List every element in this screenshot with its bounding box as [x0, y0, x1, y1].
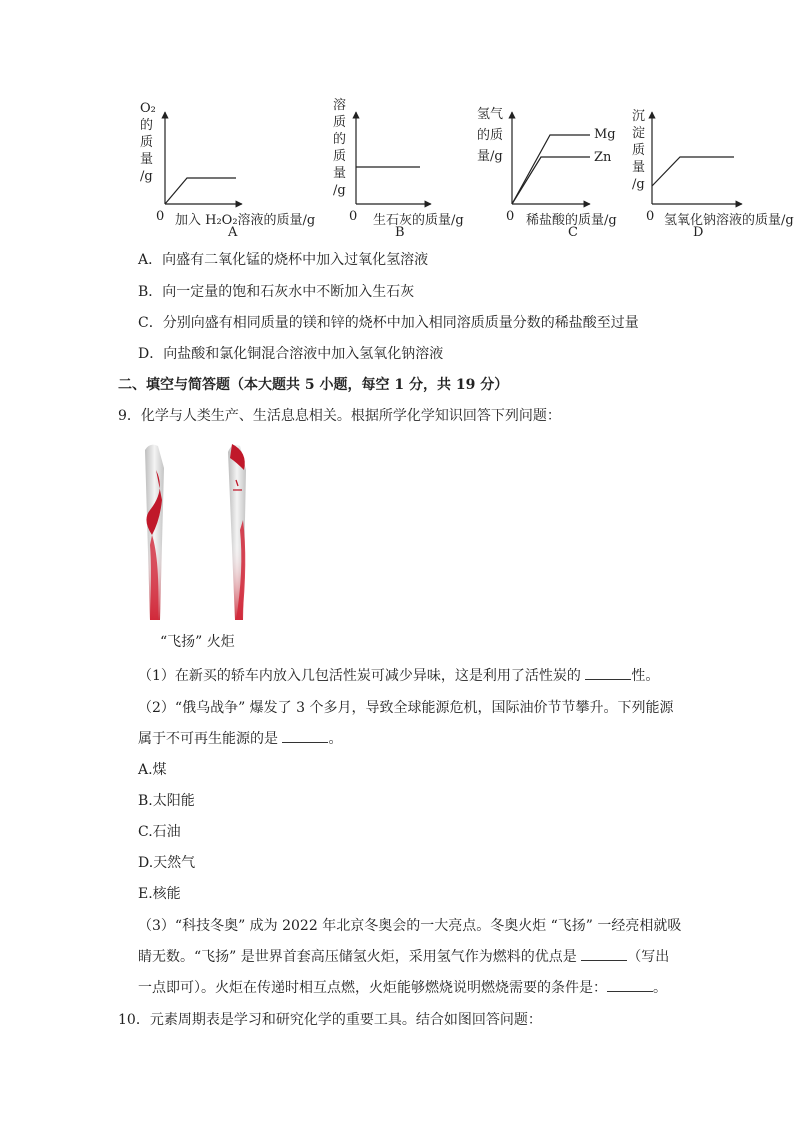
q9-choice-d: D.天然气 [138, 855, 196, 871]
graph-b-xlabel: 生石灰的质量/g [373, 213, 464, 228]
q9-part2-line1: （2）“俄乌战争” 爆发了 3 个多月，导致全球能源危机，国际油价节节攀升。下列能源 [138, 700, 674, 716]
q9-stem: 9．化学与人类生产、生活息息相关。根据所学化学知识回答下列问题： [118, 408, 561, 424]
section-title: 二、填空与简答题（本大题共 5 小题，每空 1 分，共 19 分） [118, 377, 509, 393]
q9-part3-line3: 一点即可）。火炬在传递时相互点燃，火炬能够燃烧说明燃烧需要的条件是： 。 [138, 977, 667, 997]
graph-c-origin: 0 [506, 209, 515, 224]
option-d: D．向盐酸和氯化铜混合溶液中加入氢氧化钠溶液 [138, 346, 444, 362]
torch-left [145, 445, 164, 620]
q9-choice-c: C.石油 [138, 824, 181, 840]
q9-part3-line1: （3）“科技冬奥” 成为 2022 年北京冬奥会的一大亮点。冬奥火炬 “飞扬” 一经亮相就吸 [138, 918, 682, 934]
graph-c-legend-mg: Mg [594, 127, 616, 142]
graph-c-xlabel: 稀盐酸的质量/g [526, 213, 617, 228]
graph-b-ylabel: 溶 质 的 质 量 /g [333, 98, 347, 198]
q9-part1: （1）在新买的轿车内放入几包活性炭可减少异味，这是利用了活性炭的 性。 [138, 665, 659, 685]
graph-d-xlabel: 氢氧化钠溶液的质量/g [664, 213, 794, 228]
option-c: C．分别向盛有相同质量的镁和锌的烧杯中加入相同溶质质量分数的稀盐酸至过量 [138, 315, 639, 331]
graph-d-letter: D [693, 225, 704, 240]
answer-blank-1[interactable] [585, 665, 631, 680]
graph-d-origin: 0 [646, 209, 655, 224]
q9-part2-line2: 属于不可再生能源的是 。 [138, 728, 342, 748]
answer-blank-3[interactable] [581, 946, 627, 961]
graph-c-letter: C [568, 225, 578, 240]
torch-right [228, 444, 246, 620]
answer-blank-4[interactable] [607, 977, 653, 992]
q9-part3-line2: 睛无数。“飞扬” 是世界首套高压储氢火炬，采用氢气作为燃料的优点是 （写出 [138, 946, 669, 966]
graph-a-xlabel: 加入 H₂O₂溶液的质量/g [175, 213, 316, 228]
graph-a-origin: 0 [156, 209, 165, 224]
option-a: A．向盛有二氧化锰的烧杯中加入过氧化氢溶液 [138, 252, 429, 268]
graph-d-ylabel: 沉 淀 质 量 /g [632, 109, 646, 192]
graph-c-legend-zn: Zn [594, 150, 612, 165]
q9-choice-a: A.煤 [138, 762, 167, 778]
q9-choice-e: E.核能 [138, 886, 181, 902]
graph-c-ylabel: 氢气 的质 量/g [477, 107, 504, 164]
graph-a-ylabel: O₂ 的 质 量 /g [140, 101, 156, 184]
option-b: B．向一定量的饱和石灰水中不断加入生石灰 [138, 284, 415, 300]
q10-stem: 10．元素周期表是学习和研究化学的重要工具。结合如图回答问题： [118, 1012, 542, 1028]
answer-blank-2[interactable] [282, 728, 328, 743]
graph-a-letter: A [228, 225, 238, 240]
graph-b-letter: B [395, 225, 405, 240]
graph-b-origin: 0 [349, 209, 358, 224]
torch-caption: “飞扬” 火炬 [160, 634, 235, 650]
q9-choice-b: B.太阳能 [138, 793, 195, 809]
